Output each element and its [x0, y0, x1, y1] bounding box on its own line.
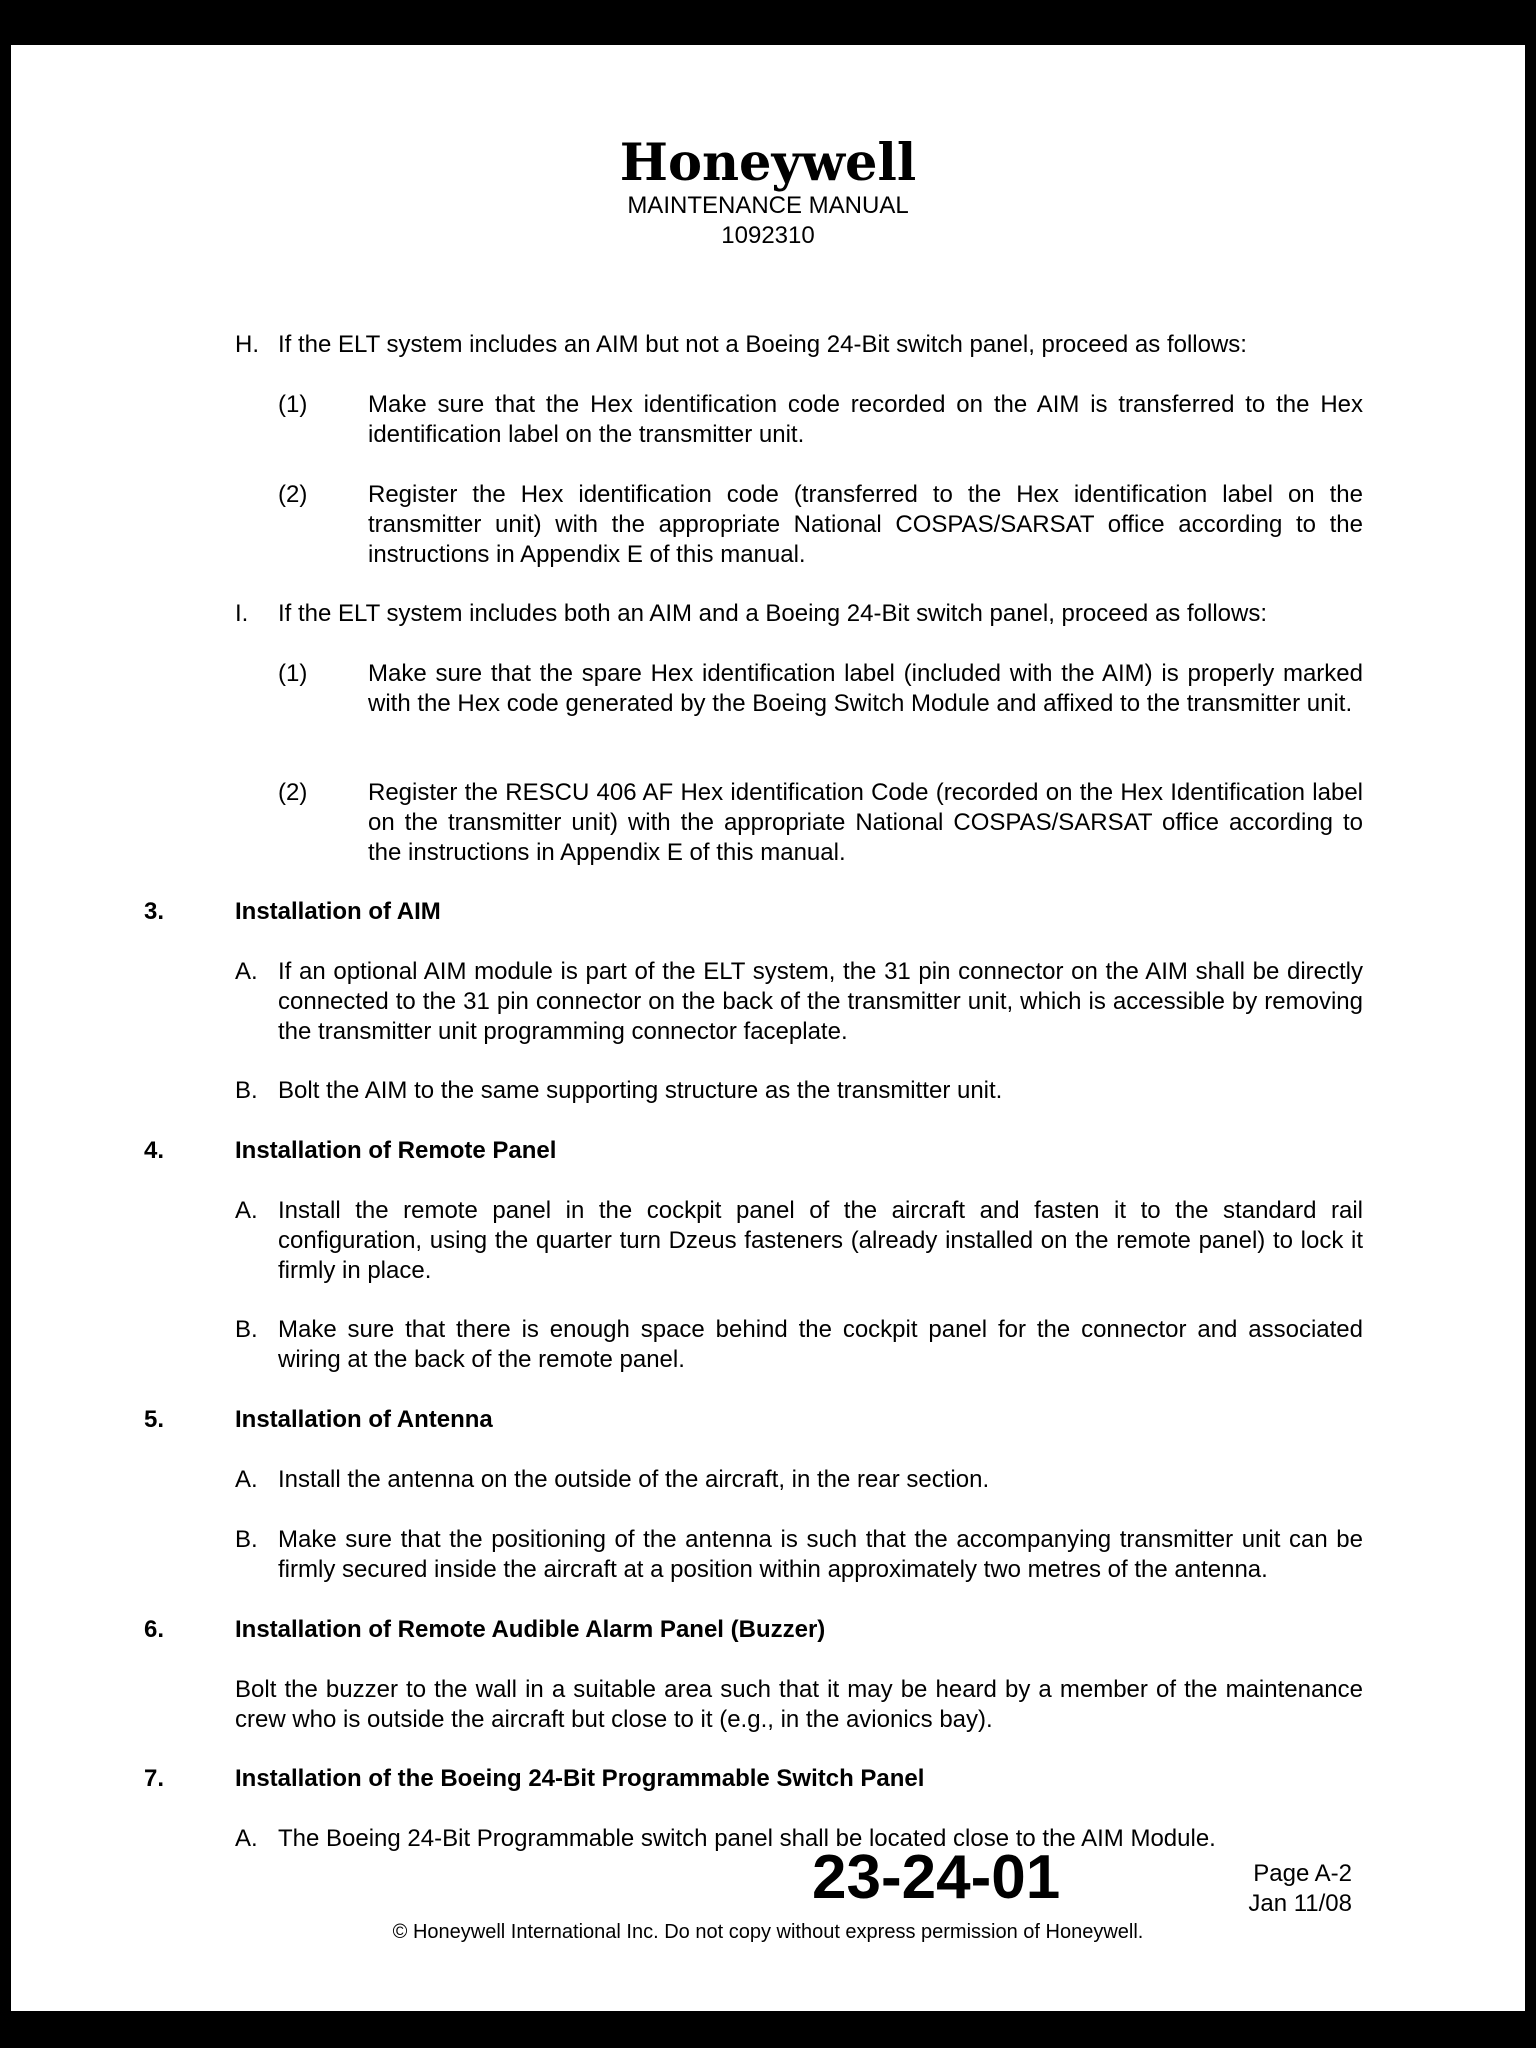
item-text-4b: Make sure that there is enough space behind the cockpit panel for the connector and associated wiring at the back of the remote panel. — [278, 1316, 1363, 1373]
item-label-h: H. — [235, 331, 259, 358]
item-label-5a: A. — [235, 1466, 258, 1493]
section-number-4: 4. — [144, 1137, 165, 1164]
section-body-6: Bolt the buzzer to the wall in a suitable area such that it may be heard by a member of the maintenance crew who is outside the aircraft but close to it (e.g., in the avionics bay). — [235, 1676, 1363, 1733]
section-number-7: 7. — [144, 1765, 165, 1792]
item-label-4a: A. — [235, 1197, 258, 1224]
manual-title: MAINTENANCE MANUAL — [627, 192, 909, 219]
item-text-4a: Install the remote panel in the cockpit panel of the aircraft and fasten it to the standard rail configuration, using the quarter turn Dzeus fasteners (already installed on the remote panel) to lock it firmly in place. — [278, 1197, 1363, 1284]
item-label-7a: A. — [235, 1825, 258, 1852]
section-title-5: Installation of Antenna — [235, 1406, 493, 1433]
page-header — [11, 135, 1525, 251]
section-title-6: Installation of Remote Audible Alarm Panel (Buzzer) — [235, 1616, 826, 1643]
item-label-3b: B. — [235, 1077, 258, 1104]
ata-chapter-number: 23-24-01 — [812, 1843, 1061, 1912]
item-label-3a: A. — [235, 958, 258, 985]
section-number-6: 6. — [144, 1616, 165, 1643]
section-number-5: 5. — [144, 1406, 165, 1433]
page-number: Page A-2 — [1253, 1860, 1352, 1887]
manual-page — [11, 45, 1525, 2011]
subitem-text-i2: Register the RESCU 406 AF Hex identification Code (recorded on the Hex Identification label on the transmitter unit) with the appropriate National COSPAS/SARSAT office according to the instructions in Appendix E of this manual. — [368, 779, 1363, 866]
subitem-label-h1: (1) — [278, 391, 308, 418]
section-title-4: Installation of Remote Panel — [235, 1137, 557, 1164]
item-text-3b: Bolt the AIM to the same supporting structure as the transmitter unit. — [278, 1077, 1003, 1104]
item-text-5b: Make sure that the positioning of the antenna is such that the accompanying transmitter unit can be firmly secured inside the aircraft at a position within approximately two metres of the antenna. — [278, 1526, 1363, 1583]
subitem-label-i1: (1) — [278, 660, 308, 687]
item-text-i: If the ELT system includes both an AIM and a Boeing 24-Bit switch panel, proceed as follows: — [278, 600, 1267, 627]
subitem-text-h1: Make sure that the Hex identification code recorded on the AIM is transferred to the Hex identification label on the transmitter unit. — [368, 391, 1363, 448]
manual-number: 1092310 — [721, 222, 815, 249]
item-text-3a: If an optional AIM module is part of the ELT system, the 31 pin connector on the AIM shall be directly connected to the 31 pin connector on the back of the transmitter unit, which is accessible by removing the transmitter unit programming connector faceplate. — [278, 958, 1363, 1045]
item-text-h: If the ELT system includes an AIM but not a Boeing 24-Bit switch panel, proceed as follows: — [278, 331, 1247, 358]
item-text-5a: Install the antenna on the outside of the aircraft, in the rear section. — [278, 1466, 990, 1493]
section-title-7: Installation of the Boeing 24-Bit Programmable Switch Panel — [235, 1765, 925, 1792]
revision-date: Jan 11/08 — [1248, 1890, 1352, 1917]
item-text-7a: The Boeing 24-Bit Programmable switch panel shall be located close to the AIM Module. — [278, 1825, 1216, 1852]
copyright-notice: © Honeywell International Inc. Do not copy without express permission of Honeywell. — [392, 1921, 1144, 1943]
subitem-label-h2: (2) — [278, 481, 308, 508]
page-number-block — [1211, 1859, 1352, 1919]
item-label-5b: B. — [235, 1526, 258, 1553]
honeywell-logo: Honeywell — [619, 133, 917, 193]
item-label-4b: B. — [235, 1316, 258, 1343]
subitem-text-h2: Register the Hex identification code (transferred to the Hex identification label on the transmitter unit) with the appropriate National COSPAS/SARSAT office according to the instructions in Appendix E of this manual. — [368, 481, 1363, 568]
subitem-text-i1: Make sure that the spare Hex identification label (included with the AIM) is properly marked with the Hex code generated by the Boeing Switch Module and affixed to the transmitter unit. — [368, 660, 1363, 717]
subitem-label-i2: (2) — [278, 779, 308, 806]
section-title-3: Installation of AIM — [235, 898, 441, 925]
item-label-i: I. — [235, 600, 249, 627]
section-number-3: 3. — [144, 898, 165, 925]
